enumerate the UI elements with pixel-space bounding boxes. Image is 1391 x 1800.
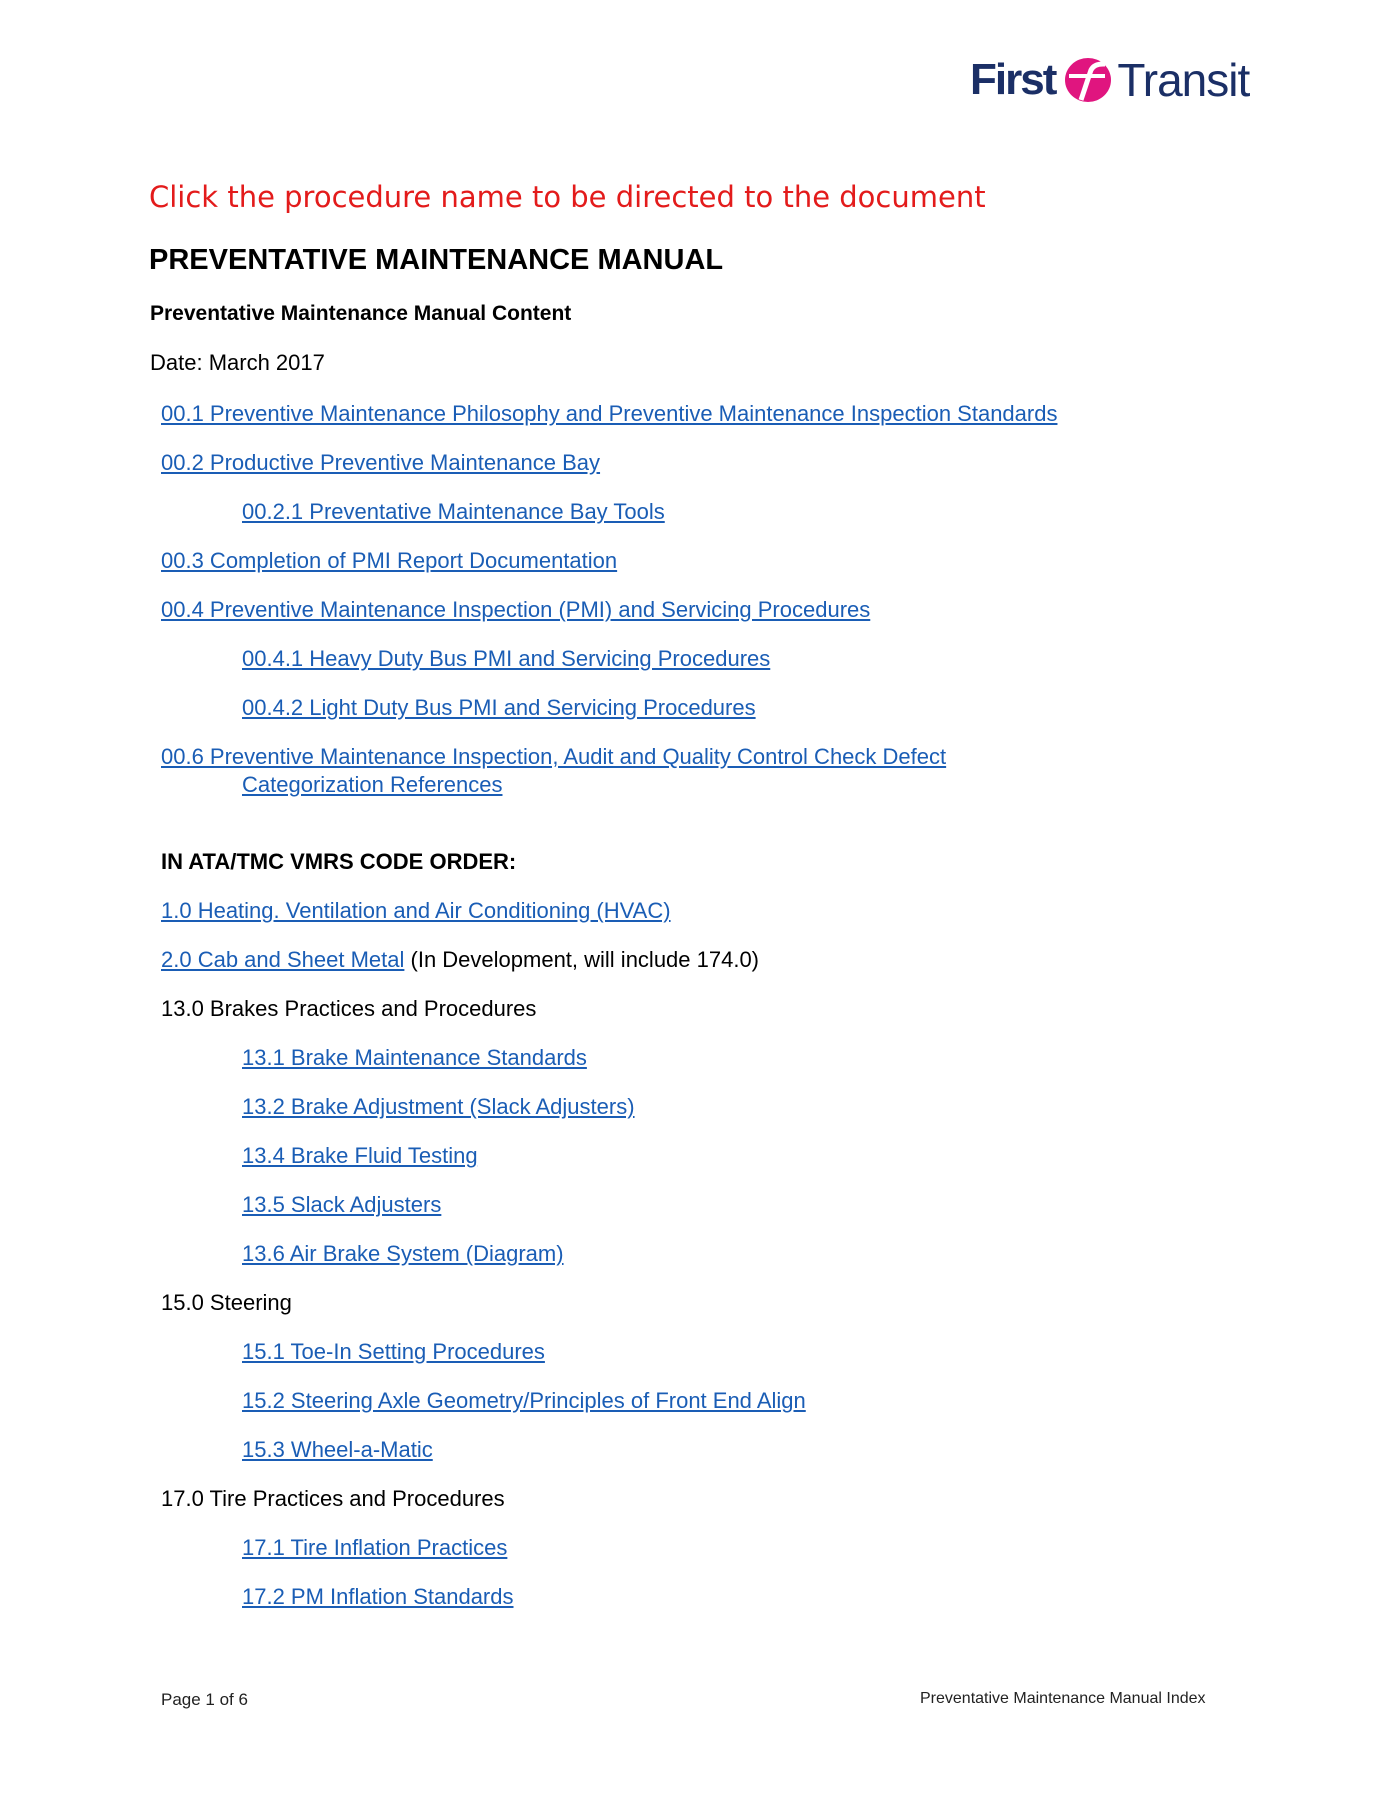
toc-link-00-4-2[interactable]: 00.4.2 Light Duty Bus PMI and Servicing Procedures [242, 695, 756, 720]
page-title: PREVENTATIVE MAINTENANCE MANUAL [149, 244, 724, 276]
page-number: Page 1 of 6 [161, 1690, 248, 1709]
toc-link-00-6[interactable]: 00.6 Preventive Maintenance Inspection, Audit and Quality Control Check Defect Categorization References [161, 744, 947, 797]
toc-link-15-1[interactable]: 15.1 Toe-In Setting Procedures [242, 1339, 545, 1364]
toc-link-17-1[interactable]: 17.1 Tire Inflation Practices [242, 1535, 508, 1560]
toc-link-15-3[interactable]: 15.3 Wheel-a-Matic [242, 1437, 433, 1462]
first-f-logo-icon [1061, 56, 1113, 104]
toc-link-00-4[interactable]: 00.4 Preventive Maintenance Inspection (PMI) and Servicing Procedures [161, 597, 871, 622]
instruction-text: Click the procedure name to be directed to the document [149, 180, 986, 214]
toc-link-17-2[interactable]: 17.2 PM Inflation Standards [242, 1584, 514, 1609]
toc-link-00-2[interactable]: 00.2 Productive Preventive Maintenance Bay [161, 450, 601, 475]
toc-link-13-1[interactable]: 13.1 Brake Maintenance Standards [242, 1045, 587, 1070]
toc-link-00-3[interactable]: 00.3 Completion of PMI Report Documentation [161, 548, 618, 573]
vmrs-heading: IN ATA/TMC VMRS CODE ORDER: [161, 849, 517, 874]
toc-link-00-1[interactable]: 00.1 Preventive Maintenance Philosophy and Preventive Maintenance Inspection Standards [161, 401, 1058, 426]
development-note: (In Development, will include 174.0) [404, 947, 760, 972]
table-of-contents [161, 400, 1076, 1632]
toc-link-13-4[interactable]: 13.4 Brake Fluid Testing [242, 1143, 478, 1168]
toc-link-00-4-1[interactable]: 00.4.1 Heavy Duty Bus PMI and Servicing Procedures [242, 646, 771, 671]
first-transit-logo [970, 52, 1249, 108]
section-17-0: 17.0 Tire Practices and Procedures [161, 1486, 505, 1511]
toc-link-13-5[interactable]: 13.5 Slack Adjusters [242, 1192, 442, 1217]
footer-document-title: Preventative Maintenance Manual Index [920, 1690, 1206, 1707]
section-13-0: 13.0 Brakes Practices and Procedures [161, 996, 537, 1021]
logo-transit-text: Transit [1117, 54, 1250, 106]
toc-link-15-2[interactable]: 15.2 Steering Axle Geometry/Principles of Front End Align [242, 1388, 806, 1413]
toc-link-13-2[interactable]: 13.2 Brake Adjustment (Slack Adjusters) [242, 1094, 635, 1119]
toc-link-1-0[interactable]: 1.0 Heating. Ventilation and Air Conditioning (HVAC) [161, 898, 671, 923]
toc-link-13-6[interactable]: 13.6 Air Brake System (Diagram) [242, 1241, 564, 1266]
toc-link-2-0[interactable]: 2.0 Cab and Sheet Metal [161, 947, 405, 972]
logo-first-text: First [970, 55, 1056, 104]
subtitle: Preventative Maintenance Manual Content [150, 302, 572, 325]
section-15-0: 15.0 Steering [161, 1290, 292, 1315]
document-date: Date: March 2017 [150, 350, 325, 375]
toc-link-00-2-1[interactable]: 00.2.1 Preventative Maintenance Bay Tools [242, 499, 665, 524]
